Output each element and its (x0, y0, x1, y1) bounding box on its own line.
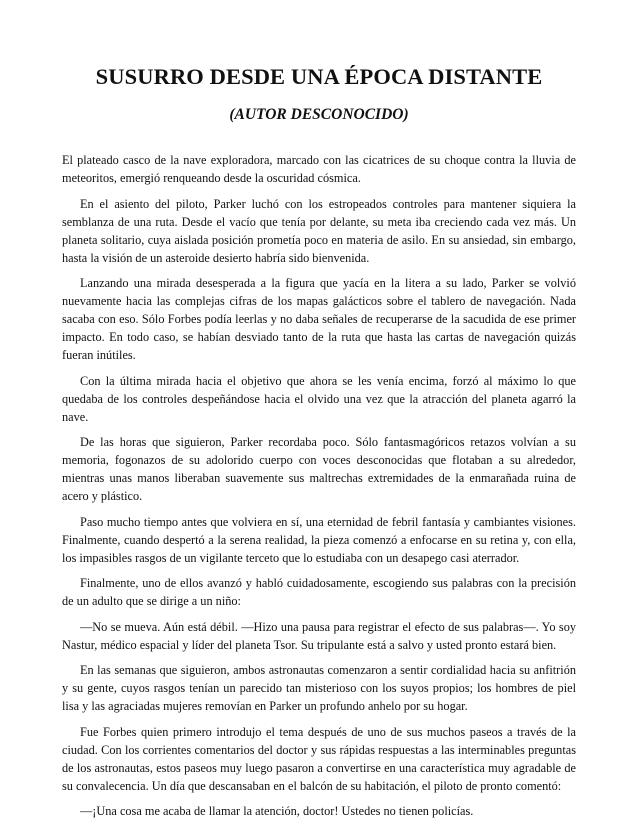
document-author: (AUTOR DESCONOCIDO) (229, 106, 409, 123)
paragraph: Lanzando una mirada desesperada a la figura que yacía en la litera a su lado, Parker se volvió nuevamente hacia las complejas cifras de los mapas galácticos sobre el tablero de navegación. Nada sacaba con eso. Sólo Forbes podía leerlas y no daba señales de recuperarse de la sacudida de ese primer impacto. En todo caso, se habían desviado tanto de la ruta que hasta las cartas de navegación quizás fueran inútiles. (62, 276, 576, 362)
paragraph: Con la última mirada hacia el objetivo que ahora se les venía encima, forzó al máximo lo que quedaba de los controles despeñándose hacia el olvido una vez que la atracción del planeta agarró la nave. (62, 373, 576, 424)
paragraph: —No se mueva. Aún está débil. —Hizo una pausa para registrar el efecto de sus palabras—. Yo soy Nastur, médico espacial y líder del planeta Tsor. Su tripulante está a salvo y usted pronto estará bien. (62, 619, 576, 652)
paragraph: Fue Forbes quien primero introdujo el tema después de uno de sus muchos paseos a través de la ciudad. Con los corrientes comentarios del doctor y sus rápidas respuestas a las interminables preguntas de los astronautas, estos paseos muy luego pasaron a convertirse en una característica muy agradable de su convalecencia. Un día que descansaban en el balcón de su habitación, el piloto de pronto comentó: (62, 724, 576, 793)
paragraph: Finalmente, uno de ellos avanzó y habló cuidadosamente, escogiendo sus palabras con la precisión de un adulto que se dirige a un niño: (62, 576, 576, 608)
paragraph: Paso mucho tiempo antes que volviera en sí, una eternidad de febril fantasía y cambiantes visiones. Finalmente, cuando despertó a la serena realidad, la pieza comenzó a enfocarse en su retina y, con ella, los impasibles rasgos de un vigilante terceto que lo estudiaba con un desapego casi aterrador. (62, 514, 576, 565)
paragraph: El plateado casco de la nave exploradora, marcado con las cicatrices de su choque contra la lluvia de meteoritos, emergió renqueando desde la oscuridad cósmica. (62, 153, 576, 185)
paragraph: —¡Una cosa me acaba de llamar la atención, doctor! Ustedes no tienen policías. (80, 804, 474, 818)
document-title: SUSURRO DESDE UNA ÉPOCA DISTANTE (95, 64, 543, 89)
document-page (62, 62, 576, 828)
document-body (62, 151, 576, 820)
paragraph: En las semanas que siguieron, ambos astronautas comenzaron a sentir cordialidad hacia su anfitrión y su gente, cuyos rasgos tenían un parecido tan misterioso con los suyos propios; los hombres de piel lisa y las agraciadas mujeres removían en Parker un profundo anhelo por su hogar. (62, 663, 576, 713)
paragraph: De las horas que siguieron, Parker recordaba poco. Sólo fantasmagóricos retazos volvían a su memoria, fogonazos de su adolorido cuerpo con voces desconocidas que flotaban a su alrededor, mientras unas manos liberaban suavemente sus maltrechas extremidades de la enmarañada ruina de acero y plástico. (62, 435, 576, 503)
paragraph: En el asiento del piloto, Parker luchó con los estropeados controles para mantener siquiera la semblanza de una ruta. Desde el vacío que tenía por delante, su meta iba creciendo cada vez más. Un planeta solitario, cuya aislada posición prometía poco en materia de asilo. En su ansiedad, sin embargo, hasta la visión de un asteroide desierto habría sido bienvenida. (62, 196, 576, 265)
